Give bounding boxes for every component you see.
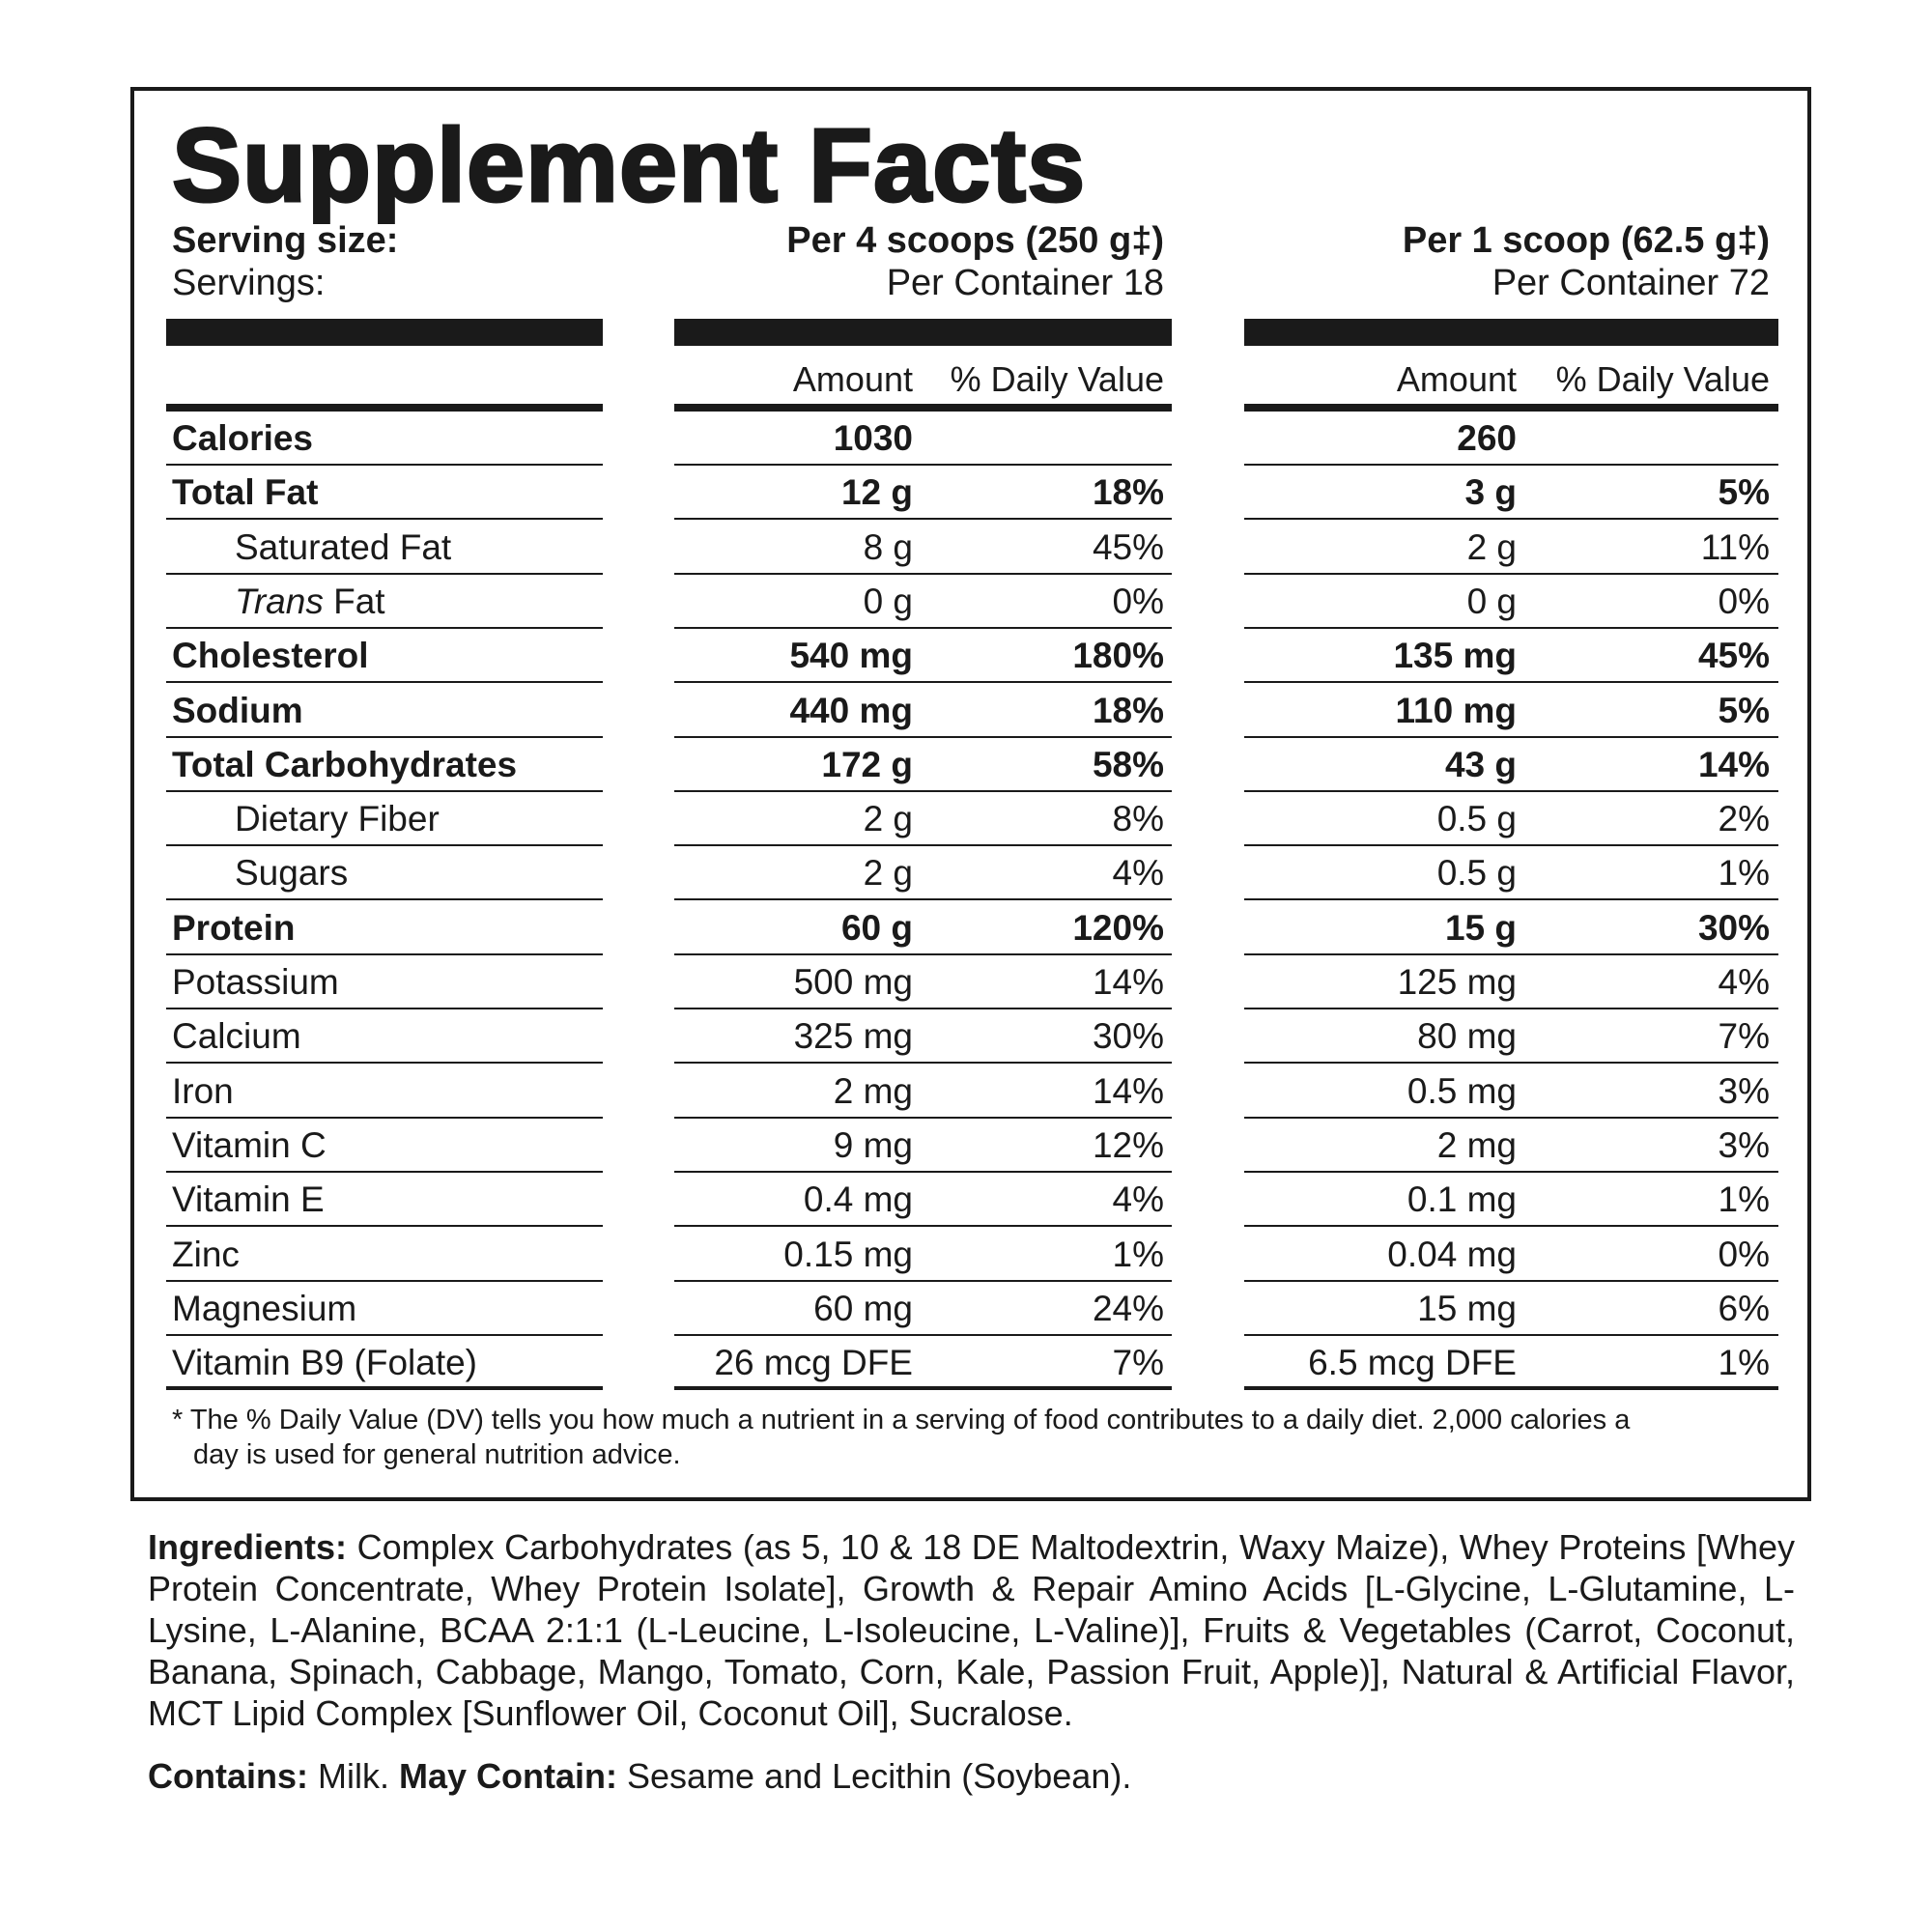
col1-amount-header: Amount (792, 359, 913, 399)
nutrient-label: Vitamin E (172, 1179, 325, 1220)
nutrient-label: Potassium (172, 962, 339, 1002)
nutrient-label: Cholesterol (172, 636, 369, 676)
col2-amount: 135 mg (1393, 636, 1517, 676)
col1-container: Per Container 18 (886, 263, 1164, 303)
col1-daily-value: 14% (1092, 962, 1164, 1002)
col2-daily-value: 3% (1718, 1070, 1770, 1111)
col1-amount: 440 mg (789, 690, 913, 730)
col1-amount: 2 g (863, 799, 913, 839)
col1-amount: 12 g (840, 472, 913, 513)
nutrient-label: Dietary Fiber (235, 799, 440, 839)
nutrient-row (0, 684, 1932, 738)
nutrient-label (235, 575, 385, 629)
col1-daily-value: 7% (1112, 1343, 1164, 1383)
col2-daily-value: 11% (1700, 526, 1770, 567)
col1-amount: 1030 (833, 418, 913, 458)
col2-daily-value: 0% (1718, 1234, 1770, 1274)
allergen-statement (148, 1756, 1131, 1797)
footnote-line-1: * The % Daily Value (DV) tells you how much a nutrient in a serving of food contributes to a daily diet. 2,000 calories a (172, 1405, 1631, 1435)
col2-amount: 3 g (1464, 472, 1517, 513)
col1-amount: 2 g (863, 853, 913, 894)
col2-amount: 15 mg (1417, 1288, 1517, 1328)
servings-label: Servings: (172, 263, 326, 303)
col2-amount: 6.5 mcg DFE (1308, 1343, 1517, 1383)
daily-value-footnote (172, 1403, 1776, 1472)
col2-daily-value: 1% (1718, 1343, 1770, 1383)
nutrient-label: Total Fat (172, 472, 319, 513)
footnote-line-2: day is used for general nutrition advice. (193, 1439, 681, 1470)
nutrient-row (0, 1228, 1932, 1282)
nutrient-row (0, 846, 1932, 900)
col1-amount: 325 mg (793, 1016, 913, 1057)
nutrient-row (0, 575, 1932, 629)
col2-amount: 43 g (1444, 744, 1517, 784)
col2-amount: 2 g (1466, 526, 1517, 567)
col1-daily-value: 18% (1092, 472, 1164, 513)
nutrient-label: Sugars (235, 853, 349, 894)
col1-daily-value: 14% (1092, 1070, 1164, 1111)
col1-amount: 9 mg (833, 1124, 913, 1165)
col2-daily-value: 30% (1697, 907, 1770, 948)
col2-amount: 15 g (1444, 907, 1517, 948)
col1-daily-value: 180% (1072, 636, 1164, 676)
col2-daily-value: 1% (1718, 1179, 1770, 1220)
col1-serving: Per 4 scoops (250 g‡) (786, 220, 1164, 261)
ingredients-label: Ingredients: (148, 1527, 348, 1567)
nutrient-label: Calories (172, 418, 314, 458)
may-contain-text: Sesame and Lecithin (Soybean). (617, 1756, 1132, 1796)
col2-amount: 0.1 mg (1406, 1179, 1517, 1220)
col2-amount: 0.5 g (1436, 799, 1517, 839)
col2-amount: 125 mg (1397, 962, 1517, 1002)
col1-daily-value: 4% (1112, 853, 1164, 894)
contains-text: Milk. (308, 1756, 399, 1796)
col2-daily-value: 14% (1697, 744, 1770, 784)
nutrient-label: Magnesium (172, 1288, 357, 1328)
col1-amount: 540 mg (789, 636, 913, 676)
nutrient-row (0, 738, 1932, 792)
nutrient-row (0, 1282, 1932, 1336)
nutrient-label: Protein (172, 907, 296, 948)
col1-amount: 8 g (863, 526, 913, 567)
nutrient-label: Zinc (172, 1234, 240, 1274)
col1-amount: 26 mcg DFE (714, 1343, 913, 1383)
col1-amount: 172 g (821, 744, 913, 784)
nutrient-label: Vitamin C (172, 1124, 327, 1165)
col1-amount: 60 g (840, 907, 913, 948)
col1-amount: 2 mg (833, 1070, 913, 1111)
col2-daily-value: 6% (1718, 1288, 1770, 1328)
col1-daily-value: 30% (1092, 1016, 1164, 1057)
nutrient-label: Iron (172, 1070, 234, 1111)
col2-container: Per Container 72 (1492, 263, 1770, 303)
nutrient-row (0, 955, 1932, 1009)
row-divider (166, 1386, 603, 1390)
col1-daily-value: 12% (1092, 1124, 1164, 1165)
col2-serving: Per 1 scoop (62.5 g‡) (1402, 220, 1770, 261)
col2-daily-value: 2% (1718, 799, 1770, 839)
nutrient-label-italic: Trans (235, 581, 324, 621)
col2-amount: 0.5 mg (1406, 1070, 1517, 1111)
nutrient-label-text: Fat (323, 581, 385, 621)
col1-daily-value: 58% (1092, 744, 1164, 784)
col2-dv-header: % Daily Value (1555, 359, 1770, 399)
serving-size-label: Serving size: (172, 220, 399, 261)
col2-amount: 0.5 g (1436, 853, 1517, 894)
col2-daily-value: 3% (1718, 1124, 1770, 1165)
may-contain-label: May Contain: (399, 1756, 618, 1796)
col1-daily-value: 4% (1112, 1179, 1164, 1220)
ingredients-text: Complex Carbohydrates (as 5, 10 & 18 DE Maltodextrin, Waxy Maize), Whey Proteins [Whey Protein Concentrate, Whey Protein Isolate], Growth & Repair Amino Acids [L-Glycine, L-Glutamine, L-Lysine, L-Alanine, BCAA 2:1:1 (L-Leucine, L-Isoleucine, L-Valine)], Fruits & Vegetables (Carrot, Coconut, Banana, Spinach, Cabbage, Mango, Tomato, Corn, Kale, Passion Fruit, Apple)], Natural & Artificial Flavor, MCT Lipid Complex [Sunflower Oil, Coconut Oil], Sucralose. (148, 1527, 1795, 1733)
col2-daily-value: 45% (1697, 636, 1770, 676)
nutrient-row (0, 1009, 1932, 1064)
contains-label: Contains: (148, 1756, 308, 1796)
col2-daily-value: 5% (1718, 472, 1770, 513)
col2-amount: 80 mg (1417, 1016, 1517, 1057)
col1-amount: 500 mg (793, 962, 913, 1002)
nutrient-row (0, 412, 1932, 466)
col1-daily-value: 8% (1112, 799, 1164, 839)
col1-daily-value: 24% (1092, 1288, 1164, 1328)
col2-amount-header: Amount (1396, 359, 1517, 399)
col1-daily-value: 1% (1112, 1234, 1164, 1274)
col1-dv-header: % Daily Value (950, 359, 1164, 399)
col2-daily-value: 7% (1718, 1016, 1770, 1057)
col2-amount: 260 (1457, 418, 1517, 458)
col2-daily-value: 0% (1718, 581, 1770, 621)
col1-amount: 0 g (863, 581, 913, 621)
col2-amount: 0.04 mg (1387, 1234, 1517, 1274)
nutrient-row (0, 901, 1932, 955)
row-divider (1244, 1386, 1778, 1390)
col1-daily-value: 45% (1092, 526, 1164, 567)
nutrient-label: Vitamin B9 (Folate) (172, 1343, 477, 1383)
col2-amount: 110 mg (1395, 690, 1517, 730)
col1-amount: 0.4 mg (803, 1179, 913, 1220)
col2-amount: 0 g (1466, 581, 1517, 621)
col2-amount: 2 mg (1436, 1124, 1517, 1165)
col1-daily-value: 18% (1092, 690, 1164, 730)
nutrient-row (0, 1173, 1932, 1227)
col1-daily-value: 0% (1112, 581, 1164, 621)
col2-daily-value: 5% (1718, 690, 1770, 730)
nutrient-row (0, 521, 1932, 575)
nutrient-row (0, 1065, 1932, 1119)
nutrient-row (0, 466, 1932, 520)
nutrient-label: Saturated Fat (235, 526, 452, 567)
col2-daily-value: 4% (1718, 962, 1770, 1002)
panel-title: Supplement Facts (172, 106, 1087, 223)
col1-daily-value: 120% (1072, 907, 1164, 948)
nutrient-row (0, 629, 1932, 683)
col2-daily-value: 1% (1718, 853, 1770, 894)
nutrient-row (0, 1119, 1932, 1173)
row-divider (674, 1386, 1172, 1390)
nutrient-row (0, 1336, 1932, 1390)
nutrient-row (0, 792, 1932, 846)
col1-amount: 0.15 mg (783, 1234, 913, 1274)
nutrient-label: Sodium (172, 690, 303, 730)
nutrient-label: Calcium (172, 1016, 301, 1057)
col1-amount: 60 mg (813, 1288, 913, 1328)
nutrient-label: Total Carbohydrates (172, 744, 518, 784)
ingredients-statement (148, 1526, 1795, 1734)
